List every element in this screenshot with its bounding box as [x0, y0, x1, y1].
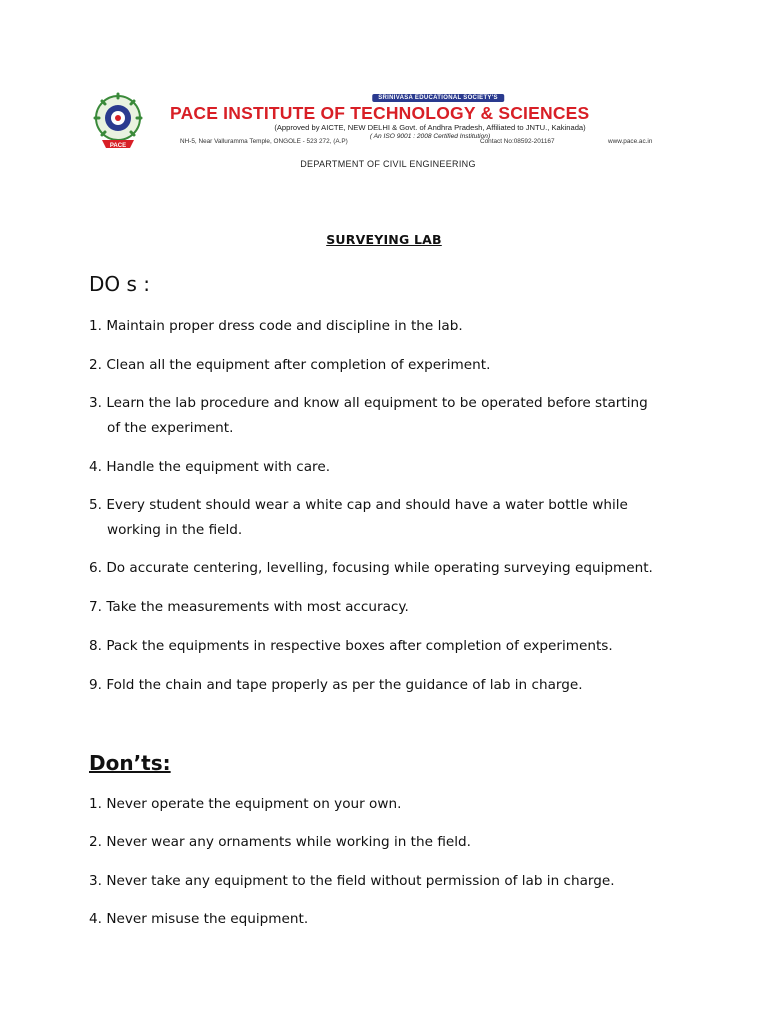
- website: www.pace.ac.in: [608, 138, 653, 145]
- item-number: 3.: [89, 395, 102, 411]
- institute-name: PACE INSTITUTE OF TECHNOLOGY & SCIENCES: [170, 103, 590, 123]
- dos-item: [89, 314, 699, 339]
- item-text: Clean all the equipment after completion of experiment.: [106, 357, 491, 373]
- item-number: 1.: [89, 318, 102, 334]
- dos-item: [89, 493, 699, 543]
- dos-item: [89, 634, 699, 659]
- item-number: 2.: [89, 357, 102, 373]
- logo-lettering: PACE: [109, 143, 127, 149]
- item-number: 4.: [89, 911, 102, 927]
- item-text: Never take any equipment to the field without permission of lab in charge.: [106, 873, 615, 889]
- item-text-continued: working in the field.: [107, 522, 243, 538]
- item-text: Fold the chain and tape properly as per the guidance of lab in charge.: [106, 677, 583, 693]
- item-text: Maintain proper dress code and discipline in the lab.: [106, 318, 463, 334]
- dos-item: [89, 391, 699, 441]
- item-number: 9.: [89, 677, 102, 693]
- item-text: Never wear any ornaments while working in the field.: [106, 834, 471, 850]
- item-number: 8.: [89, 638, 102, 654]
- item-number: 6.: [89, 560, 102, 576]
- item-number: 4.: [89, 459, 102, 475]
- dos-item: [89, 353, 699, 378]
- institute-logo: [88, 92, 160, 152]
- donts-item: [89, 830, 699, 855]
- donts-item: [89, 869, 699, 894]
- donts-item: [89, 907, 699, 932]
- item-text: Pack the equipments in respective boxes after completion of experiments.: [106, 638, 613, 654]
- dos-item: [89, 556, 699, 581]
- donts-item: [89, 792, 699, 817]
- item-number: 3.: [89, 873, 102, 889]
- approval-line: (Approved by AICTE, NEW DELHI & Govt. of Andhra Pradesh, Affiliated to JNTU., Kakinada): [274, 123, 586, 132]
- dos-item: [89, 595, 699, 620]
- dos-heading: DO s :: [89, 272, 151, 296]
- dos-item: [89, 673, 699, 698]
- item-text: Never operate the equipment on your own.: [106, 796, 402, 812]
- letterhead: [88, 92, 688, 169]
- item-number: 2.: [89, 834, 102, 850]
- item-text: Every student should wear a white cap and should have a water bottle while: [106, 497, 628, 513]
- contact-number: Contact No:08592-201167: [480, 138, 555, 145]
- item-number: 1.: [89, 796, 102, 812]
- donts-heading: Don’ts:: [89, 751, 171, 775]
- item-text: Take the measurements with most accuracy.: [106, 599, 409, 615]
- address: NH-5, Near Valluramma Temple, ONGOLE - 523 272, (A.P): [180, 138, 348, 145]
- page-title: SURVEYING LAB: [326, 232, 442, 247]
- department-name: DEPARTMENT OF CIVIL ENGINEERING: [300, 159, 476, 169]
- dos-item: [89, 455, 699, 480]
- item-text: Never misuse the equipment.: [106, 911, 309, 927]
- item-text: Handle the equipment with care.: [106, 459, 331, 475]
- item-number: 7.: [89, 599, 102, 615]
- iso-line: ( An ISO 9001 : 2008 Certified Institution): [369, 133, 491, 140]
- item-text: Do accurate centering, levelling, focusing while operating surveying equipment.: [106, 560, 653, 576]
- society-banner: SRINIVASA EDUCATIONAL SOCIETY'S: [372, 94, 504, 102]
- item-text: Learn the lab procedure and know all equipment to be operated before starting: [106, 395, 648, 411]
- item-text-continued: of the experiment.: [107, 420, 234, 436]
- item-number: 5.: [89, 497, 102, 513]
